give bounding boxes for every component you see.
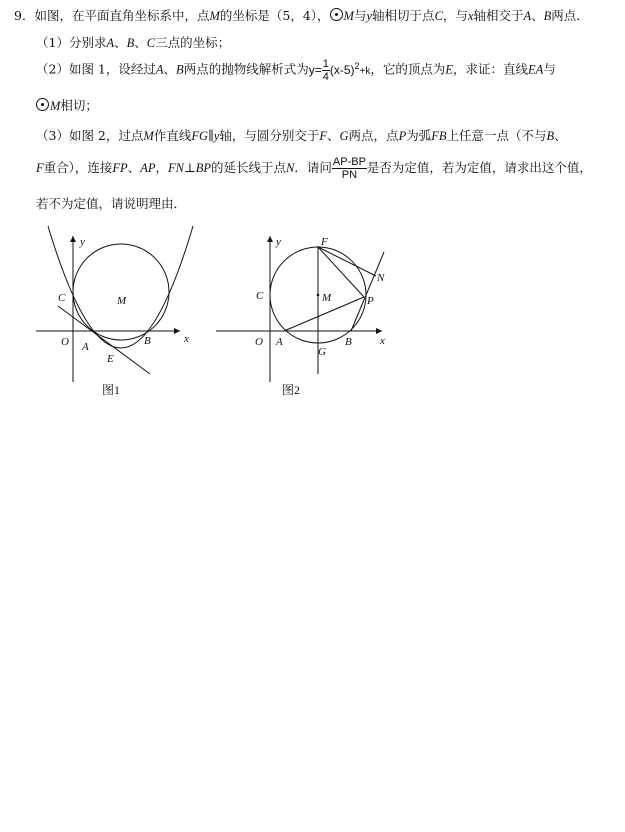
fig1-label-y: y <box>80 236 85 248</box>
fig2-caption: 图2 <box>282 383 301 397</box>
fig2-segment-fn <box>318 247 376 276</box>
fig2-line-bp-extended <box>351 252 384 331</box>
fig1-tangent-line-ea <box>58 306 150 374</box>
problem-part-2: （2）如图 1，设经过A、B两点的抛物线解析式为y= $\frac{1}{4}$ $(x-5)^2+k$，它的顶点为E，求证：直线EA与 <box>36 58 556 83</box>
fig2-label-a: A <box>276 336 283 348</box>
problem-part-3-end: 若不为定值，请说明理由． <box>36 196 187 211</box>
fig2-label-m: M <box>322 292 332 304</box>
problem-part-3-cont: F重合），连接FP、AP，FN⊥BP的延长线于点N．请问 $\frac{AP-BP}{PN}$ 是否为定值，若为定值，请求出这个值， <box>36 156 592 181</box>
fig2-segment-fp <box>318 247 364 297</box>
fig2-label-f: F <box>321 236 328 248</box>
fig2-label-c: C <box>256 290 264 302</box>
fraction-one-quarter: $\frac{1}{4}$ <box>322 58 329 83</box>
fig1-label-b: B <box>144 335 151 347</box>
fig2-label-b: B <box>345 336 352 348</box>
question-number: 9． <box>14 8 35 23</box>
problem-part-2-cont: M相切； <box>36 96 98 114</box>
fig1-label-x: x <box>184 333 189 345</box>
fig2-label-x: x <box>380 335 385 347</box>
fig2-label-o: O <box>255 336 263 348</box>
fig2-point-m <box>317 294 320 297</box>
problem-line-1: 9．如图，在平面直角坐标系中，点M的坐标是（5，4）， M与y轴相切于点C，与x轴相交于A、B两点． <box>14 8 589 23</box>
fig2-label-g: G <box>318 346 326 358</box>
fig2-label-p: P <box>367 295 374 307</box>
fig1-label-c: C <box>58 292 66 304</box>
parabola-formula: y= $\frac{1}{4}$ $(x-5)^2+k$ <box>308 58 371 83</box>
fig1-label-m: M <box>117 295 127 307</box>
fig1-caption: 图1 <box>102 383 121 397</box>
fig1-label-o: O <box>61 336 69 348</box>
fig1-label-e: E <box>107 353 114 365</box>
fig1-circle-m <box>73 244 169 340</box>
problem-part-1: （1）分别求A、B、C三点的坐标； <box>36 35 231 50</box>
problem-part-3: （3）如图 2，过点M作直线FG∥y轴，与圆分别交于F、G两点，点P为弧FB上任意一点（不与B、 <box>36 128 567 143</box>
fraction-ap-bp-over-pn: $\frac{AP-BP}{PN}$ <box>332 156 366 181</box>
fig2-label-n: N <box>377 272 385 284</box>
fig2-label-y: y <box>276 236 281 248</box>
fig1-label-a: A <box>82 341 89 353</box>
